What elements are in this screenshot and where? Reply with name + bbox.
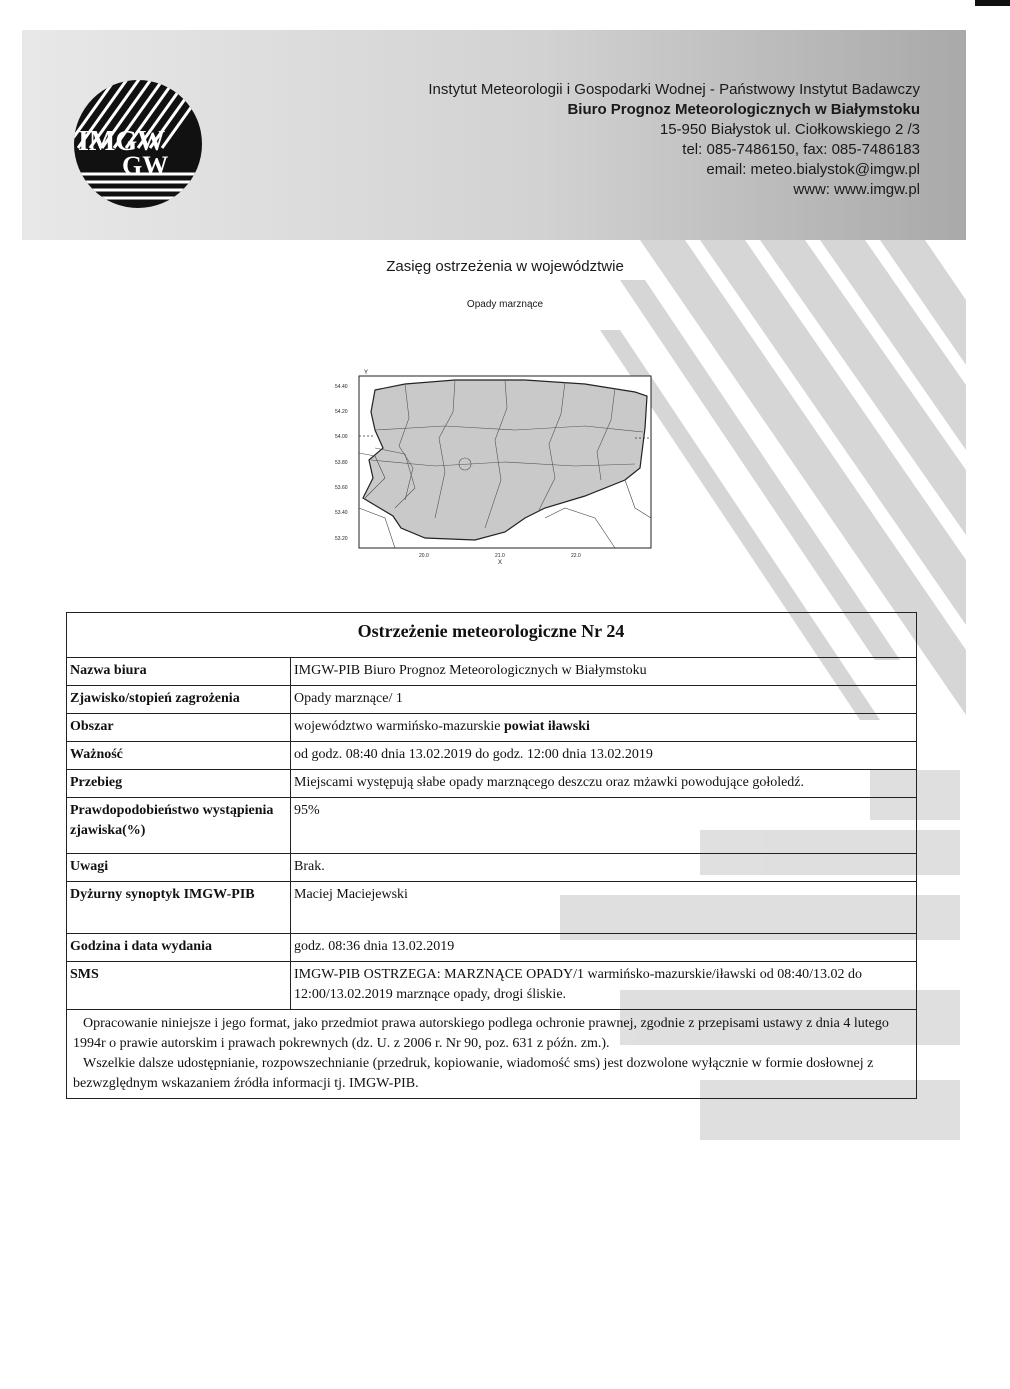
table-row [67,962,917,1010]
row-value: godz. 08:36 dnia 13.02.2019 [291,934,917,962]
y-tick: 53.40 [335,510,348,516]
row-value: Opady marznące/ 1 [291,686,917,714]
table-row [67,854,917,882]
region-map [335,368,665,568]
row-value: 95% [291,798,917,854]
row-label: Godzina i data wydania [67,934,291,962]
institute-name: Instytut Meteorologii i Gospodarki Wodnej - Państwowy Instytut Badawczy [428,81,920,98]
phone-fax: tel: 085-7486150, fax: 085-7486183 [682,141,920,158]
y-tick: 54.40 [335,384,348,390]
distribution-paragraph: Wszelkie dalsze udostępnianie, rozpowszechnianie (przedruk, kopiowanie, wiadomość sms) jest dozwolone wyłącznie w formie dosłownej z bezwzględnym wskazaniem źródła informacji tj. IMGW-PIB. [73,1056,874,1091]
row-label: Obszar [67,714,291,742]
warning-table [66,612,917,1099]
office-name: Biuro Prognoz Meteorologicznych w Białymstoku [567,101,920,118]
warning-title: Ostrzeżenie meteorologiczne Nr 24 [67,613,917,658]
imgw-logo [72,78,204,210]
x-axis-label: X [498,560,503,566]
row-label: Ważność [67,742,291,770]
x-tick: 22.0 [571,553,581,559]
email: email: meteo.bialystok@imgw.pl [706,161,920,178]
area-county: powiat iławski [503,719,590,734]
x-tick: 20.0 [419,553,429,559]
table-row [67,798,917,854]
area-province: województwo warmińsko-mazurskie [294,719,501,734]
y-tick: 54.00 [335,434,348,440]
row-value: Maciej Maciejewski [291,882,917,934]
y-tick: 53.20 [335,536,348,542]
logo-text-top: IMGW [78,126,166,157]
copyright-paragraph: Opracowanie niniejsze i jego format, jako przedmiot prawa autorskiego podlega ochronie prawnej, zgodnie z przepisami ustawy z dnia 4 lutego 1994r o prawie autorskim i prawach pokrewnych (dz. U. z 2006 r. Nr 90, poz. 631 z późn. zm.). [73,1016,889,1051]
row-value: Brak. [291,854,917,882]
row-label: Przebieg [67,770,291,798]
table-row [67,934,917,962]
table-row [67,742,917,770]
row-label: Prawdopodobieństwo wystąpienia zjawiska(%) [67,798,291,854]
header-contact-block [428,80,920,200]
row-value: Miejscami występują słabe opady marznącego deszczu oraz mżawki powodujące gołoledź. [291,770,917,798]
map-subheading: Opady marznące [466,299,544,310]
table-row [67,770,917,798]
row-value: IMGW-PIB OSTRZEGA: MARZNĄCE OPADY/1 warmińsko-mazurskie/iławski od 08:40/13.02 do 12:00/13.02.2019 marznące opady, drogi śliskie. [291,962,917,1010]
copyright-notice [67,1010,917,1099]
website: www: www.imgw.pl [793,181,920,198]
logo-text-bottom: GW [122,151,169,180]
y-tick: 53.60 [335,485,348,491]
table-footer-row [67,1010,917,1099]
row-label: Nazwa biura [67,658,291,686]
table-row [67,658,917,686]
row-value [291,714,917,742]
y-tick: 54.20 [335,409,348,415]
row-value: od godz. 08:40 dnia 13.02.2019 do godz. 12:00 dnia 13.02.2019 [291,742,917,770]
table-row [67,714,917,742]
y-tick: 53.80 [335,460,348,466]
row-label: Zjawisko/stopień zagrożenia [67,686,291,714]
table-row [67,686,917,714]
table-row [67,882,917,934]
table-title-row [67,613,917,658]
row-value: IMGW-PIB Biuro Prognoz Meteorologicznych w Białymstoku [291,658,917,686]
map-heading: Zasięg ostrzeżenia w województwie [386,258,624,275]
row-label: Dyżurny synoptyk IMGW-PIB [67,882,291,934]
row-label: SMS [67,962,291,1010]
row-label: Uwagi [67,854,291,882]
x-tick: 21.0 [495,553,505,559]
address: 15-950 Białystok ul. Ciołkowskiego 2 /3 [659,121,920,138]
y-axis-label: Y [364,370,369,376]
